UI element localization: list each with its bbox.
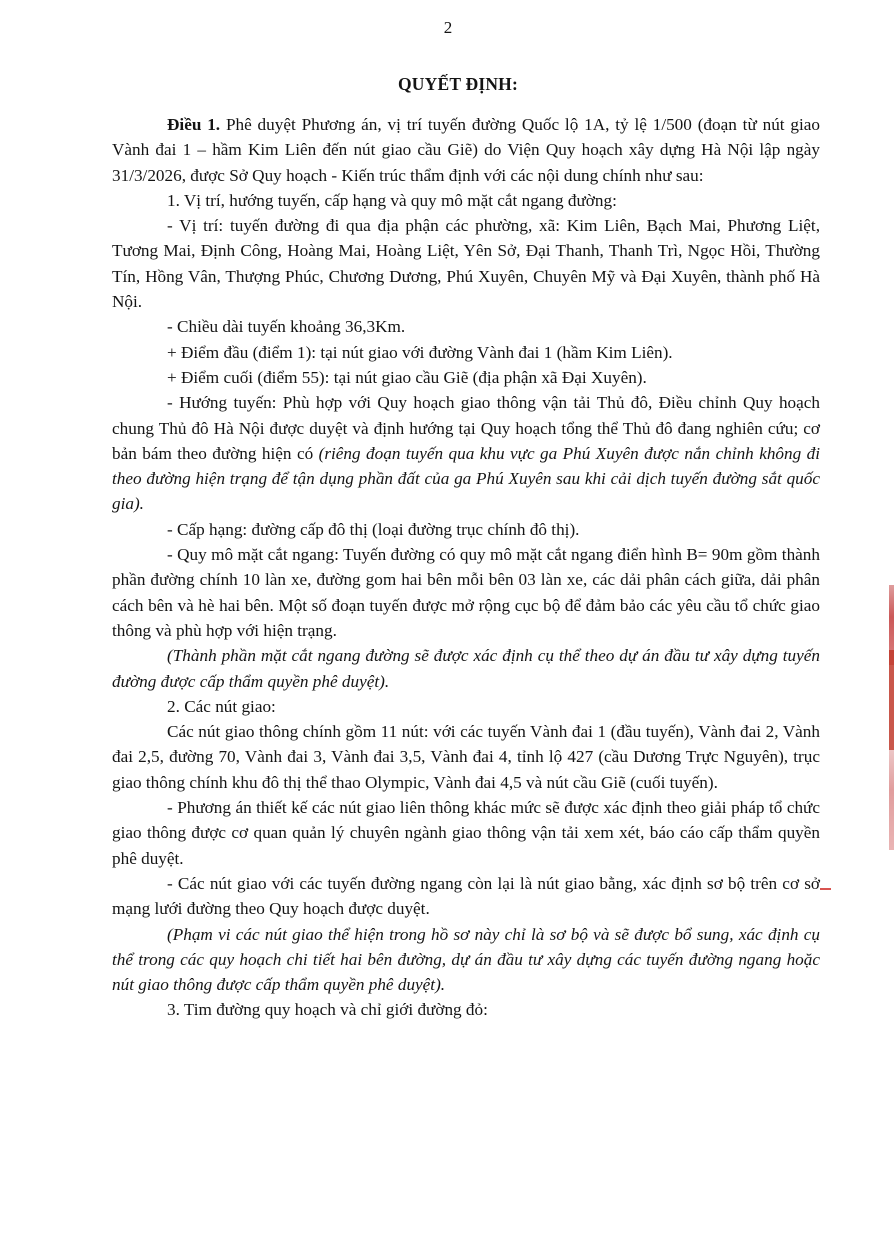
article-1-text: Phê duyệt Phương án, vị trí tuyến đường Quốc lộ 1A, tỷ lệ 1/500 (đoạn từ nút giao Vành đai 1 – hầm Kim Liên đến nút giao cầu Giẽ) do Viện Quy hoạch xây dựng Hà Nội lập ngày 31/3/2026, được Sở Quy hoạch - Kiến trúc thẩm định với các nội dung chính như sau: (112, 115, 820, 185)
direction-paragraph (112, 390, 820, 516)
start-point-paragraph: + Điểm đầu (điểm 1): tại nút giao với đường Vành đai 1 (hầm Kim Liên). (167, 342, 673, 362)
location-paragraph: - Vị trí: tuyến đường đi qua địa phận các phường, xã: Kim Liên, Bạch Mai, Phương Liệt, Tương Mai, Định Công, Hoàng Mai, Hoàng Liệt, Yên Sở, Đại Thanh, Thanh Trì, Ngọc Hồi, Thường Tín, Hồng Vân, Thượng Phúc, Chương Dương, Phú Xuyên, Chuyên Mỹ và Đại Xuyên, thành phố Hà Nội. (112, 216, 820, 312)
document-body (112, 112, 820, 1023)
grade-paragraph: - Cấp hạng: đường cấp đô thị (loại đường trục chính đô thị). (167, 519, 580, 539)
interchange-design-paragraph: - Phương án thiết kế các nút giao liên thông khác mức sẽ được xác định theo giải pháp tổ chức giao thông được cơ quan quản lý chuyên ngành giao thông vận tải xem xét, báo cáo cấp thẩm quyền phê duyệt. (112, 798, 820, 868)
section-2-heading: 2. Các nút giao: (167, 696, 276, 716)
cross-section-paragraph: - Quy mô mặt cắt ngang: Tuyến đường có quy mô mặt cắt ngang điển hình B= 90m gồm thành phần đường chính 10 làn xe, đường gom hai bên mỗi bên 03 làn xe, các dải phân cách giữa, dải phân cách bên và hè hai bên. Một số đoạn tuyến được mở rộng cục bộ để đảm bảo các yêu cầu tổ chức giao thông và phù hợp với hiện trạng. (112, 545, 820, 640)
cross-section-note: (Thành phần mặt cắt ngang đường sẽ được xác định cụ thể theo dự án đầu tư xây dựng tuyến đường được cấp thẩm quyền phê duyệt). (112, 646, 820, 691)
article-1-label: Điều 1. (167, 115, 221, 134)
scan-tick-mark (820, 888, 831, 890)
section-3-heading: 3. Tim đường quy hoạch và chỉ giới đường đỏ: (167, 1000, 488, 1020)
end-point-paragraph: + Điểm cuối (điểm 55): tại nút giao cầu Giẽ (địa phận xã Đại Xuyên). (167, 367, 647, 387)
other-junctions-paragraph: - Các nút giao với các tuyến đường ngang còn lại là nút giao bằng, xác định sơ bộ trên cơ sở mạng lưới đường theo Quy hoạch được duyệt. (112, 873, 820, 919)
direction-text: - Hướng tuyến: Phù hợp với Quy hoạch giao thông vận tải Thủ đô, Điều chỉnh Quy hoạch chung Thủ đô Hà Nội được duyệt và định hướng tại Quy hoạch tổng thể Thủ đô đang nghiên cứu; cơ bản bám theo đường hiện có (112, 393, 820, 463)
junction-scope-note: (Phạm vi các nút giao thể hiện trong hồ sơ này chỉ là sơ bộ và sẽ được bổ sung, xác định cụ thể trong các quy hoạch chi tiết hai bên đường, dự án đầu tư xây dựng các tuyến đường ngang hoặc nút giao thông được cấp thẩm quyền phê duyệt). (112, 924, 820, 995)
direction-note: (riêng đoạn tuyến qua khu vực ga Phú Xuyên được nắn chỉnh không đi theo đường hiện trạng để tận dụng phần đất của ga Phú Xuyên sau khi cải dịch tuyến đường sắt quốc gia). (112, 443, 820, 514)
main-junctions-paragraph: Các nút giao thông chính gồm 11 nút: với các tuyến Vành đai 1 (đầu tuyến), Vành đai 2, Vành đai 2,5, đường 70, Vành đai 3, Vành đai 3,5, Vành đai 4, tỉnh lộ 427 (cầu Dương Trực Nguyên), trục giao thông chính khu đô thị thể thao Olympic, Vành đai 4,5 và nút cầu Giẽ (cuối tuyến). (112, 722, 820, 792)
section-1-heading: 1. Vị trí, hướng tuyến, cấp hạng và quy mô mặt cắt ngang đường: (167, 190, 617, 210)
length-paragraph: - Chiều dài tuyến khoảng 36,3Km. (167, 317, 406, 337)
scan-edge-mark (889, 650, 894, 750)
article-1-paragraph (112, 112, 820, 188)
page-number: 2 (443, 18, 453, 37)
scan-edge-mark (889, 750, 894, 850)
decision-title: QUYẾT ĐỊNH: (397, 74, 519, 94)
